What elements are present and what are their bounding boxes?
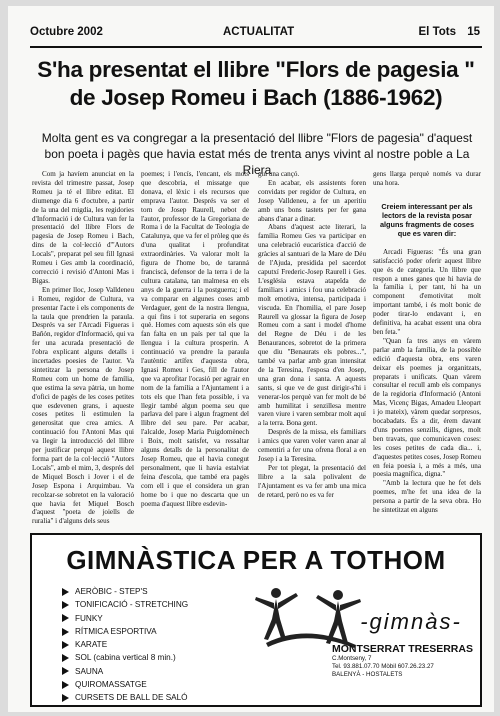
publication-name: El Tots [418, 26, 456, 38]
article-column-1 [32, 170, 134, 526]
header-rule [30, 46, 482, 48]
business-name: MONTSERRAT TRESERRAS [332, 643, 473, 655]
arrow-icon [62, 601, 69, 609]
list-item [62, 625, 188, 638]
services-list [62, 585, 188, 705]
service-label: KARATE [75, 640, 108, 650]
business-address: C.Montseny, 7 [332, 655, 372, 662]
list-item [62, 691, 188, 704]
paragraph: Abans d'aquest acte literari, la família Romeu Ges va participar en una celebració eucarística d'acció de gràcies al santuari de la Mare de Déu de l'Ajuda, presidida pel sacerdot caputxí Frederic-Josep Raurell i Ges. L'església estava atapeïda de familiars i amics i fou una celebració molt emotiva, intensa, participada i viscuda. En l'homilia, el pare Josep Raurell va glossar la figura de Josep Romeu com a sant i model d'home del Regne de Déu i de les Benaurances, sobretot de la primera que diu "Benaurats els pobres...", també va parlar amb gran intensitat de la Teresina, l'esposa d'en Josep, una gran dona i santa. A aquests sants, si que ve de gust dirigir-s'hi i venerar-los perquè van fer molt de bé amb humilitat i senzillesa mentre varen viure i varen sembrar molt aquí a la terra. Bona gent. [258, 223, 366, 428]
title-line-2: de Josep Romeu i Bach (1886-1962) [69, 85, 443, 110]
gym-advertisement [30, 533, 482, 707]
arrow-icon [62, 614, 69, 622]
paragraph: Arcadi Figueras: "És una gran satisfacció poder oferir aquest llibre que és de categoria. Un llibre que respon a unes ganes que hi havia de la família i, per tant, hi ha un component d'emotivitat molt important també, i és molt bonic de poder tirar-lo endavant i, en definitiva, ha acabat essent una obra ben feta." [373, 247, 481, 336]
service-label: FUNKY [75, 613, 103, 623]
list-item [62, 638, 188, 651]
paragraph: Per tot plegat, la presentació del llibre a la sala polivalent de l'Ajuntament es va fer amb una mica de retard, però no es va fer [258, 463, 366, 499]
article-subtitle: Molta gent es va congregar a la presentació del llibre "Flors de pagesia" d'aquest bon poeta i pagès que havia estat més de trenta anys vivint al nostre poble a La Riera [41, 131, 473, 177]
logo-wordmark: -gimnàs- [360, 609, 462, 634]
list-item [62, 612, 188, 625]
paragraph: "Amb la lectura que he fet dels poemes, m'he fet una idea de la persona a partir de la seva obra. Ho he sintetitzat en alguns [373, 479, 481, 515]
business-town: BALENYÀ - HOSTALETS [332, 671, 403, 678]
paragraph: Després de la missa, els familiars i amics que varen voler varen anar al cementiri a fer una ofrena floral a en Josep i a la Teresina. [258, 428, 366, 463]
paragraph: gens llarga perquè només va durar una hora. [373, 170, 481, 187]
list-item [62, 585, 188, 598]
section-name: ACTUALITAT [223, 26, 295, 38]
arrow-icon [62, 667, 69, 675]
paragraph: Com ja havíem anunciat en la revista del trimestre passat, Josep Romeu ja té el llibre editat. El diumenge dia 6 d'octubre, a partir de la una del migdia, les regidories d'Informació i de Cultura van fer la presentació del llibre Flors de pagesia de Josep Romeu i Bach, dins de la col·lecció d'"Autors Locals", preparat pel seu fill Ignasi Romeu i Ges amb la coordinació, correcció i revisió d'Antoni Mas i Bigas. [32, 170, 134, 285]
business-info [332, 643, 473, 679]
paragraph: poemes; i l'encís, l'encant, els mots que descobria, el missatge que donava, el lèxic i els recursos que emprava l'autor. Després va ser el torn de Josep Raurell, nebot de l'autor, professor de la Gregoriana de Roma i de la Facultat de Teologia de Catalunya, que va fer el pròleg que és d'una qualitat i profunditat extraordinàries. Va valorar molt la figura de l'home bo, de taranná franciscà, defensor de la terra i de la cultura catalana, tan malmesa en els anys de la guerra i la postguerra; i el va comparar en algunes coses amb Verdaguer, gent de la nostra llengua, a qui fins i tot superaria en segons què. Homes com aquests són els que fan falta en un país per tal que la llengua i la cultura prosperin. A continuació va prendre la paraula l'autèntic artífex d'aquesta obra, Ignasi Romeu i Ges, fill de l'autor que va aprofitar l'ocasió per agrair en nom de la família a l'Ajuntament i a tots els que l'han feta possible, i va llegir també algun poema seu que parlava del pare i algun fragment del llibre del seu pare. Per acabar, l'alcalde, Josep Maria Puigdomènech i Boix, molt satisfet, va ressaltar alguns detalls de la personalitat de Josep Romeu, que el havia conegut personalment, que li havia estalviat feina d'escola, que també era pagès com ell i que el considera un gran home bo i que no descarta que un poema d'aquest llibre esdevin- [141, 170, 249, 508]
service-label: CURSETS DE BALL DE SALÓ [75, 693, 188, 703]
issue-date: Octubre 2002 [30, 26, 103, 38]
page-number: 15 [467, 26, 480, 38]
article-column-3 [258, 170, 366, 500]
title-line-1: S'ha presentat el llibre "Flors de pagesia " [37, 57, 475, 82]
list-item [62, 678, 188, 691]
article-title [30, 56, 482, 112]
service-label: QUIROMASSATGE [75, 680, 147, 690]
ad-title: GIMNÀSTICA PER A TOTHOM [66, 545, 446, 575]
paragraph: "Quan fa tres anys en vàrem parlar amb la família, de la possible edició d'aquesta obra, ens varen deixar els poemes ja organitzats, preparats i unificats. Quan vàrem consultar el recull amb els companys de la regidoria d'Informació (Antoni Mas, Vicenç Bigas, Amadeu Lleopart i jo mateix), vàrem quedar sorpresos, bocabadats. És a dir, érem davant d'uns poemes senzills, dignes, molt ben travats, que comunicaven coses: les coses petites de cada dia... i, d'aquestes petites coses, Josep Romeu en feia poesia i, a més a més, una poesia magnífica, digna." [373, 336, 481, 479]
article-column-2 [141, 170, 249, 508]
list-item [62, 665, 188, 678]
service-label: AERÒBIC - STEP'S [75, 587, 148, 596]
article-column-4 [373, 170, 481, 515]
service-label: TONIFICACIÓ - STRETCHING [75, 600, 189, 610]
list-item [62, 598, 188, 611]
page-header [30, 26, 480, 48]
arrow-icon [62, 628, 69, 636]
service-label: SOL (cabina vertical 8 min.) [75, 653, 176, 663]
service-label: SAUNA [75, 666, 104, 676]
arrow-icon [62, 588, 69, 596]
arrow-icon [62, 681, 69, 689]
paragraph: En acabar, els assistents foren convidats per regidor de Cultura, en Josep Valldeneu, a fer un aperitiu amb uns bons tastets per fer gana abans d'anar a dinar. [258, 178, 366, 223]
arrow-icon [62, 694, 69, 702]
business-phones: Tel. 93.881.07.70 Mòbil 607.26.23.27 [332, 663, 434, 670]
arrow-icon [62, 641, 69, 649]
arrow-icon [62, 654, 69, 662]
magazine-page [8, 6, 494, 712]
service-label: RÍTMICA ESPORTIVA [75, 626, 157, 636]
paragraph: gui una cançó. [258, 170, 300, 178]
list-item [62, 651, 188, 664]
highlight-box: Creiem interessant per als lectors de la revista posar alguns fragments de coses que es varen dir: [379, 201, 475, 238]
gym-logo [336, 609, 486, 635]
paragraph: En primer lloc, Josep Valldeneu i Romeu, regidor de Cultura, va presentar l'acte i els components de la taula que prendrien la paraula. Després va ser l'Arcadi Figueras i Bañón, regidor d'Informació, qui va fer una acurada presentació de l'obra explicant alguns detalls i incertades poesies de l'autor. Va sintetitzar la persona de Josep Romeu com un home de família, que estima la seva pàtria, un home d'ofici de pagès de les coses petites que esdevenen grans, i aqueste coses petites li estimulen la generositat que crea amics. A continuació fou l'Antoni Mas qui va llegir la introducció del llibre per justificar perquè aquest llibre forma part de la col·lecció "Autors Locals", amb el mim, 3, després del de Miquel Bosch i Jover i el de Josep Espona i Arquimbau. Va recolzar-se sobretot en la valoració que havia fet Miquel Bosch d'aquest "poeta de joiells de ruralia" i d'alguns dels seus [32, 285, 134, 526]
